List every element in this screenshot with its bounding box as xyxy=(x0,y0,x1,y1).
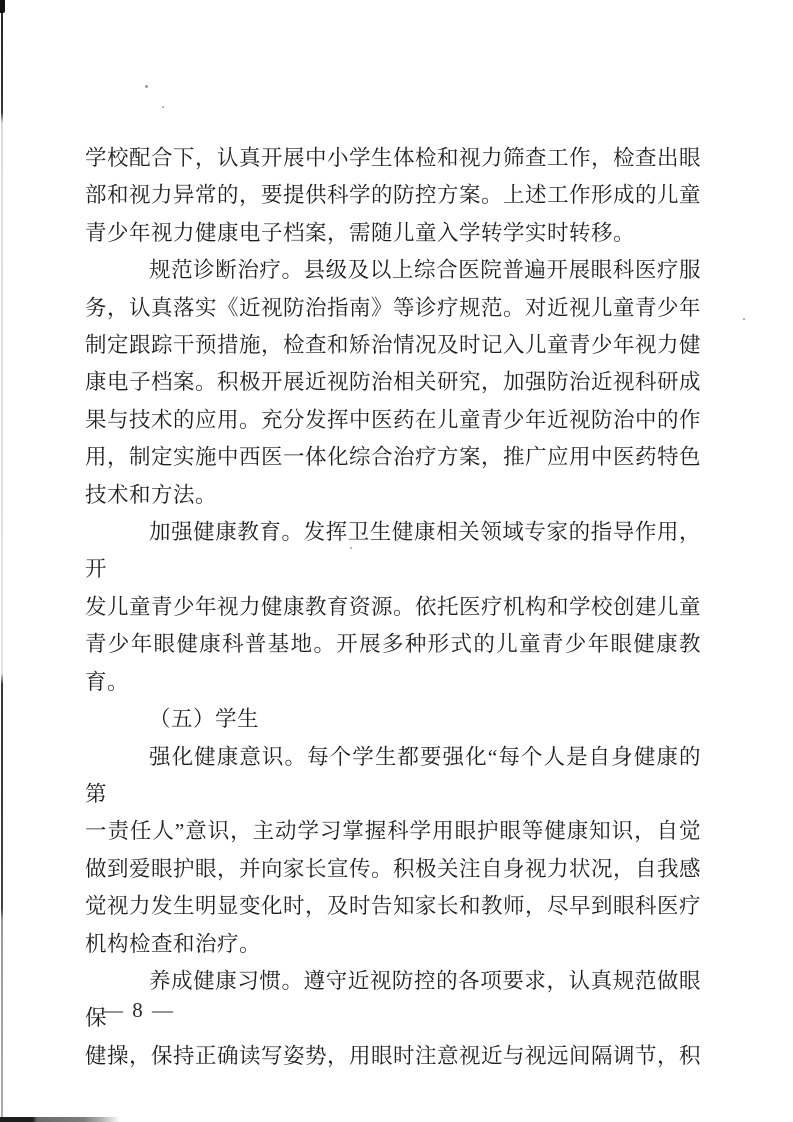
text-line: 做到爱眼护眼，并向家长宣传。积极关注自身视力状况，自我感 xyxy=(85,856,702,881)
text-line: 果与技术的应用。充分发挥中医药在儿童青少年近视防治中的作 xyxy=(85,407,702,432)
text-line: 务，认真落实《近视防治指南》等诊疗规范。对近视儿童青少年 xyxy=(85,295,702,320)
text-line: 青少年眼健康科普基地。开展多种形式的儿童青少年眼健康教 xyxy=(85,632,701,657)
text-line: 强化健康意识。每个学生都要强化“每个人是自身健康的第 xyxy=(85,744,701,806)
text-line: 加强健康教育。发挥卫生健康相关领域专家的指导作用，开 xyxy=(85,520,701,582)
text-line: 制定跟踪干预措施，检查和矫治情况及时记入儿童青少年视力健 xyxy=(85,333,702,358)
document-body xyxy=(85,140,701,1075)
scan-artifact-bottom-edge xyxy=(0,1117,120,1122)
text-line: 育。 xyxy=(85,669,130,694)
text-line: 部和视力异常的，要提供科学的防控方案。上述工作形成的儿童 xyxy=(85,183,702,208)
page-number: — 8 — xyxy=(102,998,175,1022)
text-line: 健操，保持正确读写姿势，用眼时注意视近与视远间隔调节，积 xyxy=(85,1043,702,1068)
text-line: 用，制定实施中西医一体化综合治疗方案，推广应用中医药特色 xyxy=(85,445,702,470)
text-line: 规范诊断治疗。县级及以上综合医院普遍开展眼科医疗服 xyxy=(149,258,701,283)
text-line: 一责任人”意识，主动学习掌握科学用眼护眼等健康知识，自觉 xyxy=(85,819,701,844)
scan-artifact-speck xyxy=(162,106,164,108)
scan-artifact-top-left-corner xyxy=(0,0,5,13)
scan-artifact-speck xyxy=(145,85,148,88)
scan-artifact-speck xyxy=(743,318,745,320)
text-line: 发儿童青少年视力健康教育资源。依托医疗机构和学校创建儿童 xyxy=(85,594,702,619)
scan-artifact-left-edge xyxy=(1,0,3,1122)
text-line: 养成健康习惯。遵守近视防控的各项要求，认真规范做眼保 xyxy=(85,968,701,1031)
section-heading-line: （五）学生 xyxy=(149,707,260,732)
text-line: 学校配合下，认真开展中小学生体检和视力筛查工作，检查出眼 xyxy=(85,146,702,170)
text-line: 觉视力发生明显变化时，及时告知家长和教师，尽早到眼科医疗 xyxy=(85,894,702,919)
text-line: 青少年视力健康电子档案，需随儿童入学转学实时转移。 xyxy=(85,220,636,245)
text-line: 康电子档案。积极开展近视防治相关研究，加强防治近视科研成 xyxy=(85,370,702,395)
text-line: 机构检查和治疗。 xyxy=(85,931,262,956)
text-line: 技术和方法。 xyxy=(85,482,218,507)
